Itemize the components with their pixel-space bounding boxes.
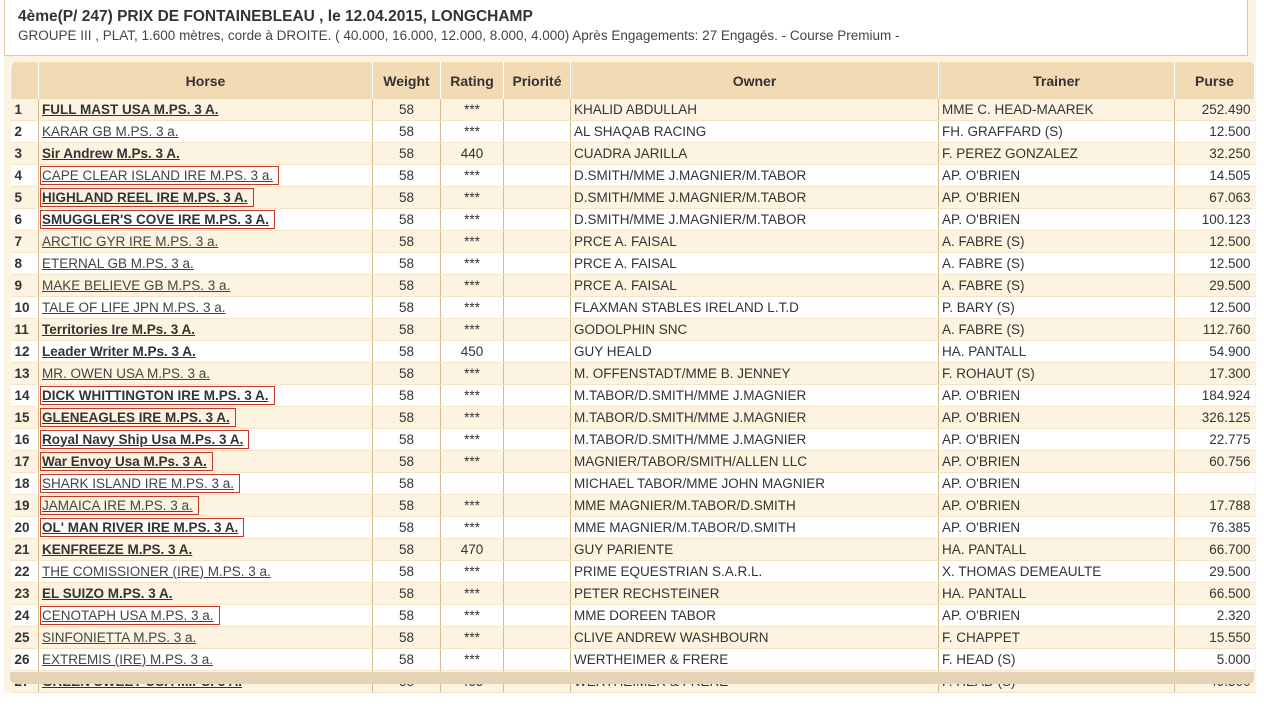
table-row: [11, 297, 1255, 319]
owner-cell: D.SMITH/MME J.MAGNIER/M.TABOR: [571, 209, 939, 231]
rating-cell: ***: [441, 517, 504, 539]
trainer-cell: AP. O'BRIEN: [939, 517, 1175, 539]
col-header-rating[interactable]: Rating: [441, 62, 504, 99]
horse-link[interactable]: SMUGGLER'S COVE IRE M.PS. 3 A.: [42, 212, 273, 227]
purse-cell: 12.500: [1175, 121, 1255, 143]
rating-cell: ***: [441, 253, 504, 275]
row-number: 18: [11, 473, 39, 495]
weight-cell: 58: [373, 385, 441, 407]
priorite-cell: [504, 231, 571, 253]
table-row: [11, 187, 1255, 209]
horse-cell: [39, 231, 373, 253]
priorite-cell: [504, 143, 571, 165]
rating-cell: ***: [441, 495, 504, 517]
horse-cell: [39, 341, 373, 363]
weight-cell: 58: [373, 165, 441, 187]
rating-cell: ***: [441, 385, 504, 407]
trainer-cell: AP. O'BRIEN: [939, 165, 1175, 187]
weight-cell: 58: [373, 517, 441, 539]
owner-cell: GUY PARIENTE: [571, 539, 939, 561]
horse-link[interactable]: SINFONIETTA M.PS. 3 a.: [42, 629, 197, 645]
owner-cell: MME DOREEN TABOR: [571, 605, 939, 627]
rating-cell: 440: [441, 143, 504, 165]
weight-cell: 58: [373, 495, 441, 517]
horse-link[interactable]: EL SUIZO M.PS. 3 A.: [42, 585, 173, 601]
trainer-cell: A. FABRE (S): [939, 253, 1175, 275]
purse-cell: 17.300: [1175, 363, 1255, 385]
row-number: 2: [11, 121, 39, 143]
table-footer-bar: [10, 672, 1254, 684]
row-number: 15: [11, 407, 39, 429]
owner-cell: PRIME EQUESTRIAN S.A.R.L.: [571, 561, 939, 583]
horse-link[interactable]: KENFREEZE M.PS. 3 A.: [42, 541, 193, 557]
rating-cell: ***: [441, 99, 504, 121]
table-header-row: [11, 62, 1255, 99]
owner-cell: PRCE A. FAISAL: [571, 275, 939, 297]
weight-cell: 58: [373, 561, 441, 583]
entries-table-wrapper: [10, 62, 1254, 693]
table-row: [11, 121, 1255, 143]
horse-cell: [39, 539, 373, 561]
priorite-cell: [504, 583, 571, 605]
owner-cell: AL SHAQAB RACING: [571, 121, 939, 143]
owner-cell: M.TABOR/D.SMITH/MME J.MAGNIER: [571, 429, 939, 451]
priorite-cell: [504, 275, 571, 297]
trainer-cell: HA. PANTALL: [939, 583, 1175, 605]
horse-link[interactable]: CAPE CLEAR ISLAND IRE M.PS. 3 a.: [42, 168, 277, 183]
table-row: [11, 583, 1255, 605]
horse-link[interactable]: SHARK ISLAND IRE M.PS. 3 a.: [42, 476, 238, 491]
purse-cell: 12.500: [1175, 253, 1255, 275]
trainer-cell: AP. O'BRIEN: [939, 451, 1175, 473]
row-number: 13: [11, 363, 39, 385]
col-header-owner[interactable]: Owner: [571, 62, 939, 99]
row-number: 24: [11, 605, 39, 627]
purse-cell: 67.063: [1175, 187, 1255, 209]
rating-cell: 450: [441, 341, 504, 363]
horse-cell: [39, 209, 373, 231]
horse-link[interactable]: MAKE BELIEVE GB M.PS. 3 a.: [42, 277, 231, 293]
row-number: 26: [11, 649, 39, 671]
col-header-priorite[interactable]: Priorité: [504, 62, 571, 99]
weight-cell: 58: [373, 253, 441, 275]
table-row: [11, 165, 1255, 187]
trainer-cell: P. BARY (S): [939, 297, 1175, 319]
rating-cell: ***: [441, 583, 504, 605]
table-row: [11, 385, 1255, 407]
row-number: 4: [11, 165, 39, 187]
trainer-cell: AP. O'BRIEN: [939, 473, 1175, 495]
rating-cell: ***: [441, 319, 504, 341]
weight-cell: 58: [373, 297, 441, 319]
priorite-cell: [504, 451, 571, 473]
rating-cell: [441, 473, 504, 495]
weight-cell: 58: [373, 605, 441, 627]
weight-cell: 58: [373, 99, 441, 121]
weight-cell: 58: [373, 451, 441, 473]
horse-cell: [39, 319, 373, 341]
row-number: 14: [11, 385, 39, 407]
priorite-cell: [504, 253, 571, 275]
priorite-cell: [504, 99, 571, 121]
trainer-cell: F. PEREZ GONZALEZ: [939, 143, 1175, 165]
horse-cell: [39, 253, 373, 275]
table-body: [11, 99, 1255, 693]
horse-link[interactable]: TALE OF LIFE JPN M.PS. 3 a.: [42, 299, 226, 315]
trainer-cell: HA. PANTALL: [939, 341, 1175, 363]
owner-cell: PETER RECHSTEINER: [571, 583, 939, 605]
priorite-cell: [504, 363, 571, 385]
priorite-cell: [504, 561, 571, 583]
priorite-cell: [504, 495, 571, 517]
horse-cell: [39, 165, 373, 187]
trainer-cell: HA. PANTALL: [939, 539, 1175, 561]
table-row: [11, 517, 1255, 539]
table-row: [11, 407, 1255, 429]
table-row: [11, 649, 1255, 671]
row-number: 8: [11, 253, 39, 275]
trainer-cell: FH. GRAFFARD (S): [939, 121, 1175, 143]
trainer-cell: AP. O'BRIEN: [939, 385, 1175, 407]
trainer-cell: X. THOMAS DEMEAULTE: [939, 561, 1175, 583]
purse-cell: 22.775: [1175, 429, 1255, 451]
owner-cell: M.TABOR/D.SMITH/MME J.MAGNIER: [571, 407, 939, 429]
purse-cell: 15.550: [1175, 627, 1255, 649]
purse-cell: 32.250: [1175, 143, 1255, 165]
trainer-cell: MME C. HEAD-MAAREK: [939, 99, 1175, 121]
weight-cell: 58: [373, 341, 441, 363]
horse-cell: [39, 297, 373, 319]
purse-cell: 60.756: [1175, 451, 1255, 473]
row-number: 19: [11, 495, 39, 517]
rating-cell: ***: [441, 363, 504, 385]
col-header-purse[interactable]: Purse: [1175, 62, 1255, 99]
row-number: 10: [11, 297, 39, 319]
priorite-cell: [504, 297, 571, 319]
owner-cell: KHALID ABDULLAH: [571, 99, 939, 121]
horse-cell: [39, 429, 373, 451]
weight-cell: 58: [373, 627, 441, 649]
horse-link[interactable]: Territories Ire M.Ps. 3 A.: [42, 321, 196, 337]
priorite-cell: [504, 429, 571, 451]
priorite-cell: [504, 319, 571, 341]
horse-link[interactable]: JAMAICA IRE M.PS. 3 a.: [42, 498, 197, 513]
race-title: 4ème(P/ 247) PRIX DE FONTAINEBLEAU , le 12.04.2015, LONGCHAMP: [18, 8, 533, 25]
priorite-cell: [504, 649, 571, 671]
rating-cell: ***: [441, 297, 504, 319]
row-number: 3: [11, 143, 39, 165]
horse-link[interactable]: ARCTIC GYR IRE M.PS. 3 a.: [42, 233, 219, 249]
horse-cell: [39, 627, 373, 649]
table-row: [11, 495, 1255, 517]
horse-cell: [39, 605, 373, 627]
horse-cell: [39, 385, 373, 407]
owner-cell: MME MAGNIER/M.TABOR/D.SMITH: [571, 517, 939, 539]
horse-cell: [39, 99, 373, 121]
weight-cell: 58: [373, 649, 441, 671]
entries-table: [10, 62, 1255, 693]
priorite-cell: [504, 165, 571, 187]
trainer-cell: F. HEAD (S): [939, 649, 1175, 671]
race-subtitle: GROUPE III , PLAT, 1.600 mètres, corde à DROITE. ( 40.000, 16.000, 12.000, 8.000, 4.000) Après Engagements: 27 Engagés. - Course Premium -: [18, 28, 900, 43]
purse-cell: 29.500: [1175, 561, 1255, 583]
table-row: [11, 341, 1255, 363]
table-row: [11, 253, 1255, 275]
col-header-weight[interactable]: Weight: [373, 62, 441, 99]
table-row: [11, 363, 1255, 385]
priorite-cell: [504, 121, 571, 143]
row-number: 5: [11, 187, 39, 209]
rating-cell: 470: [441, 539, 504, 561]
row-number: 1: [11, 99, 39, 121]
rating-cell: ***: [441, 121, 504, 143]
priorite-cell: [504, 407, 571, 429]
rating-cell: ***: [441, 605, 504, 627]
rating-cell: ***: [441, 231, 504, 253]
race-header: [4, 0, 1248, 56]
row-number: 11: [11, 319, 39, 341]
horse-cell: [39, 275, 373, 297]
rating-cell: ***: [441, 451, 504, 473]
row-number: 20: [11, 517, 39, 539]
owner-cell: MAGNIER/TABOR/SMITH/ALLEN LLC: [571, 451, 939, 473]
owner-cell: WERTHEIMER & FRERE: [571, 649, 939, 671]
col-header-num: [11, 62, 39, 99]
owner-cell: PRCE A. FAISAL: [571, 253, 939, 275]
horse-link[interactable]: Leader Writer M.Ps. 3 A.: [42, 343, 196, 359]
priorite-cell: [504, 627, 571, 649]
trainer-cell: A. FABRE (S): [939, 319, 1175, 341]
purse-cell: 5.000: [1175, 649, 1255, 671]
table-row: [11, 451, 1255, 473]
weight-cell: 58: [373, 319, 441, 341]
purse-cell: 66.500: [1175, 583, 1255, 605]
rating-cell: ***: [441, 209, 504, 231]
priorite-cell: [504, 605, 571, 627]
priorite-cell: [504, 517, 571, 539]
row-number: 6: [11, 209, 39, 231]
horse-cell: [39, 649, 373, 671]
weight-cell: 58: [373, 363, 441, 385]
purse-cell: 100.123: [1175, 209, 1255, 231]
trainer-cell: AP. O'BRIEN: [939, 429, 1175, 451]
table-row: [11, 209, 1255, 231]
purse-cell: 184.924: [1175, 385, 1255, 407]
trainer-cell: F. ROHAUT (S): [939, 363, 1175, 385]
horse-link[interactable]: CENOTAPH USA M.PS. 3 a.: [42, 608, 218, 623]
horse-cell: [39, 517, 373, 539]
weight-cell: 58: [373, 121, 441, 143]
table-row: [11, 319, 1255, 341]
horse-cell: [39, 451, 373, 473]
trainer-cell: F. CHAPPET: [939, 627, 1175, 649]
horse-link[interactable]: HIGHLAND REEL IRE M.PS. 3 A.: [42, 190, 252, 205]
priorite-cell: [504, 473, 571, 495]
horse-cell: [39, 473, 373, 495]
horse-link[interactable]: OL' MAN RIVER IRE M.PS. 3 A.: [42, 520, 242, 535]
purse-cell: 17.788: [1175, 495, 1255, 517]
owner-cell: CLIVE ANDREW WASHBOURN: [571, 627, 939, 649]
horse-cell: [39, 561, 373, 583]
weight-cell: 58: [373, 187, 441, 209]
horse-link[interactable]: War Envoy Usa M.Ps. 3 A.: [42, 454, 211, 469]
table-row: [11, 473, 1255, 495]
row-number: 23: [11, 583, 39, 605]
horse-link[interactable]: ETERNAL GB M.PS. 3 a.: [42, 255, 194, 271]
row-number: 21: [11, 539, 39, 561]
weight-cell: 58: [373, 143, 441, 165]
row-number: 9: [11, 275, 39, 297]
rating-cell: ***: [441, 275, 504, 297]
table-row: [11, 561, 1255, 583]
rating-cell: ***: [441, 165, 504, 187]
owner-cell: MICHAEL TABOR/MME JOHN MAGNIER: [571, 473, 939, 495]
owner-cell: M.TABOR/D.SMITH/MME J.MAGNIER: [571, 385, 939, 407]
purse-cell: [1175, 473, 1255, 495]
purse-cell: 112.760: [1175, 319, 1255, 341]
owner-cell: D.SMITH/MME J.MAGNIER/M.TABOR: [571, 187, 939, 209]
table-row: [11, 539, 1255, 561]
horse-link[interactable]: THE COMISSIONER (IRE) M.PS. 3 a.: [42, 563, 271, 579]
row-number: 7: [11, 231, 39, 253]
table-row: [11, 231, 1255, 253]
trainer-cell: AP. O'BRIEN: [939, 407, 1175, 429]
purse-cell: 54.900: [1175, 341, 1255, 363]
owner-cell: D.SMITH/MME J.MAGNIER/M.TABOR: [571, 165, 939, 187]
weight-cell: 58: [373, 407, 441, 429]
purse-cell: 2.320: [1175, 605, 1255, 627]
rating-cell: ***: [441, 407, 504, 429]
priorite-cell: [504, 341, 571, 363]
trainer-cell: A. FABRE (S): [939, 275, 1175, 297]
horse-cell: [39, 363, 373, 385]
priorite-cell: [504, 209, 571, 231]
purse-cell: 326.125: [1175, 407, 1255, 429]
weight-cell: 58: [373, 275, 441, 297]
col-header-trainer[interactable]: Trainer: [939, 62, 1175, 99]
owner-cell: GODOLPHIN SNC: [571, 319, 939, 341]
priorite-cell: [504, 539, 571, 561]
trainer-cell: AP. O'BRIEN: [939, 605, 1175, 627]
table-row: [11, 143, 1255, 165]
table-row: [11, 429, 1255, 451]
weight-cell: 58: [373, 473, 441, 495]
table-row: [11, 605, 1255, 627]
priorite-cell: [504, 385, 571, 407]
horse-link[interactable]: DICK WHITTINGTON IRE M.PS. 3 A.: [42, 388, 273, 403]
purse-cell: 66.700: [1175, 539, 1255, 561]
purse-cell: 29.500: [1175, 275, 1255, 297]
owner-cell: M. OFFENSTADT/MME B. JENNEY: [571, 363, 939, 385]
rating-cell: ***: [441, 429, 504, 451]
rating-cell: ***: [441, 561, 504, 583]
row-number: 12: [11, 341, 39, 363]
row-number: 22: [11, 561, 39, 583]
row-number: 25: [11, 627, 39, 649]
horse-cell: [39, 143, 373, 165]
table-row: [11, 275, 1255, 297]
row-number: 16: [11, 429, 39, 451]
owner-cell: MME MAGNIER/M.TABOR/D.SMITH: [571, 495, 939, 517]
horse-cell: [39, 407, 373, 429]
purse-cell: 12.500: [1175, 297, 1255, 319]
horse-cell: [39, 583, 373, 605]
horse-link[interactable]: KARAR GB M.PS. 3 a.: [42, 123, 179, 139]
rating-cell: ***: [441, 649, 504, 671]
purse-cell: 252.490: [1175, 99, 1255, 121]
weight-cell: 58: [373, 429, 441, 451]
horse-link[interactable]: FULL MAST USA M.PS. 3 A.: [42, 101, 219, 117]
horse-link[interactable]: Royal Navy Ship Usa M.Ps. 3 A.: [42, 432, 247, 447]
purse-cell: 12.500: [1175, 231, 1255, 253]
priorite-cell: [504, 187, 571, 209]
rating-cell: ***: [441, 187, 504, 209]
owner-cell: GUY HEALD: [571, 341, 939, 363]
purse-cell: 14.505: [1175, 165, 1255, 187]
weight-cell: 58: [373, 231, 441, 253]
table-row: [11, 99, 1255, 121]
trainer-cell: AP. O'BRIEN: [939, 495, 1175, 517]
owner-cell: CUADRA JARILLA: [571, 143, 939, 165]
trainer-cell: AP. O'BRIEN: [939, 187, 1175, 209]
horse-cell: [39, 495, 373, 517]
horse-cell: [39, 121, 373, 143]
table-row: [11, 627, 1255, 649]
weight-cell: 58: [373, 583, 441, 605]
horse-link[interactable]: GLENEAGLES IRE M.PS. 3 A.: [42, 410, 234, 425]
horse-link[interactable]: MR. OWEN USA M.PS. 3 a.: [42, 365, 211, 381]
col-header-horse[interactable]: Horse: [39, 62, 373, 99]
owner-cell: FLAXMAN STABLES IRELAND L.T.D: [571, 297, 939, 319]
weight-cell: 58: [373, 209, 441, 231]
trainer-cell: A. FABRE (S): [939, 231, 1175, 253]
horse-link[interactable]: EXTREMIS (IRE) M.PS. 3 a.: [42, 651, 214, 667]
horse-link[interactable]: Sir Andrew M.Ps. 3 A.: [42, 145, 180, 161]
rating-cell: ***: [441, 627, 504, 649]
row-number: 17: [11, 451, 39, 473]
weight-cell: 58: [373, 539, 441, 561]
trainer-cell: AP. O'BRIEN: [939, 209, 1175, 231]
owner-cell: PRCE A. FAISAL: [571, 231, 939, 253]
horse-cell: [39, 187, 373, 209]
purse-cell: 76.385: [1175, 517, 1255, 539]
